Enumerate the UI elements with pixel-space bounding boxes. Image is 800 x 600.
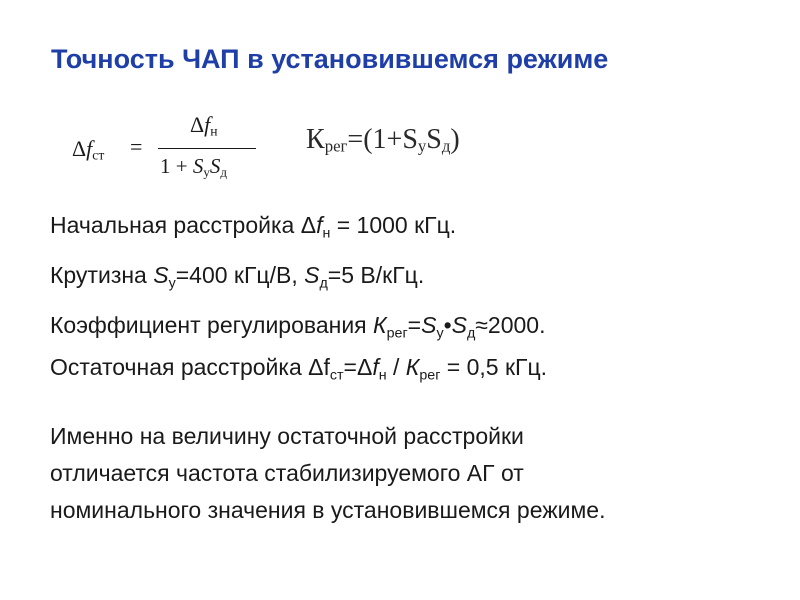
text: ≈2000. [475,312,546,338]
fraction-bar [158,148,256,149]
regulation-coefficient-line [50,312,545,341]
residual-detuning-line [50,354,547,383]
delta-symbol: Δ [72,136,87,161]
text: Начальная расстройка Δ [50,212,317,238]
s-symbol: S [192,154,204,178]
k-symbol: К [373,312,387,338]
formula-residual-detuning [72,112,262,192]
subscript-st: ст [329,367,344,384]
subscript-n: н [378,367,387,384]
s-symbol: S [451,312,467,338]
text: = 1000 кГц. [330,212,457,238]
conclusion-paragraph [50,418,770,529]
subscript-n: н [210,123,218,139]
fraction-numerator [190,112,218,139]
text: = 0,5 кГц. [440,354,548,380]
equals-sign: = [130,134,143,159]
denominator-prefix: 1 + [160,154,193,178]
text: Коэффициент регулирования [50,312,374,338]
steepness-line [50,262,424,291]
text: =5 В/кГц. [327,262,425,288]
subscript-reg: рег [386,325,408,342]
s-symbol: S [209,154,221,178]
formula-k-reg [306,124,460,156]
formula-lhs [72,136,104,163]
subscript-d: д [220,164,227,180]
slide-title: Точность ЧАП в установившемся режиме [51,44,609,74]
subscript-reg: рег [324,136,348,156]
s-symbol: S [304,262,320,288]
f-symbol: f [86,136,93,161]
s-symbol: S [153,262,169,288]
fraction-denominator [160,154,227,180]
text: / [386,354,406,380]
s-symbol: S [421,312,437,338]
formula-close: ) [450,124,460,155]
text: = [407,312,422,338]
formula-open: =(1+S [347,124,418,155]
subscript-y: у [436,325,444,342]
k-symbol: К [405,354,420,380]
subscript-y: у [203,164,210,180]
text: Крутизна [50,262,154,288]
subscript-d: д [441,136,451,156]
subscript-n: н [322,225,331,242]
initial-detuning-line [50,212,456,241]
delta-symbol: Δ [190,112,205,137]
k-symbol: К [306,124,325,155]
subscript-y: у [417,136,427,156]
text: • [443,312,452,338]
paragraph-line: Именно на величину остаточной расстройки [50,423,524,449]
text: =400 кГц/В, [175,262,305,288]
text: =Δ [343,354,373,380]
subscript-y: у [168,275,176,292]
paragraph-line: номинального значения в установившемся режиме. [50,497,606,523]
f-symbol: f [204,112,211,137]
s-symbol: S [426,124,442,155]
f-symbol: f [372,354,379,380]
subscript-d: д [466,325,476,342]
f-symbol: f [316,212,323,238]
text: Остаточная расстройка Δf [50,354,330,380]
paragraph-line: отличается частота стабилизируемого АГ от [50,460,524,486]
subscript-d: д [319,275,328,292]
subscript-st: ст [92,147,105,163]
subscript-reg: рег [419,367,441,384]
